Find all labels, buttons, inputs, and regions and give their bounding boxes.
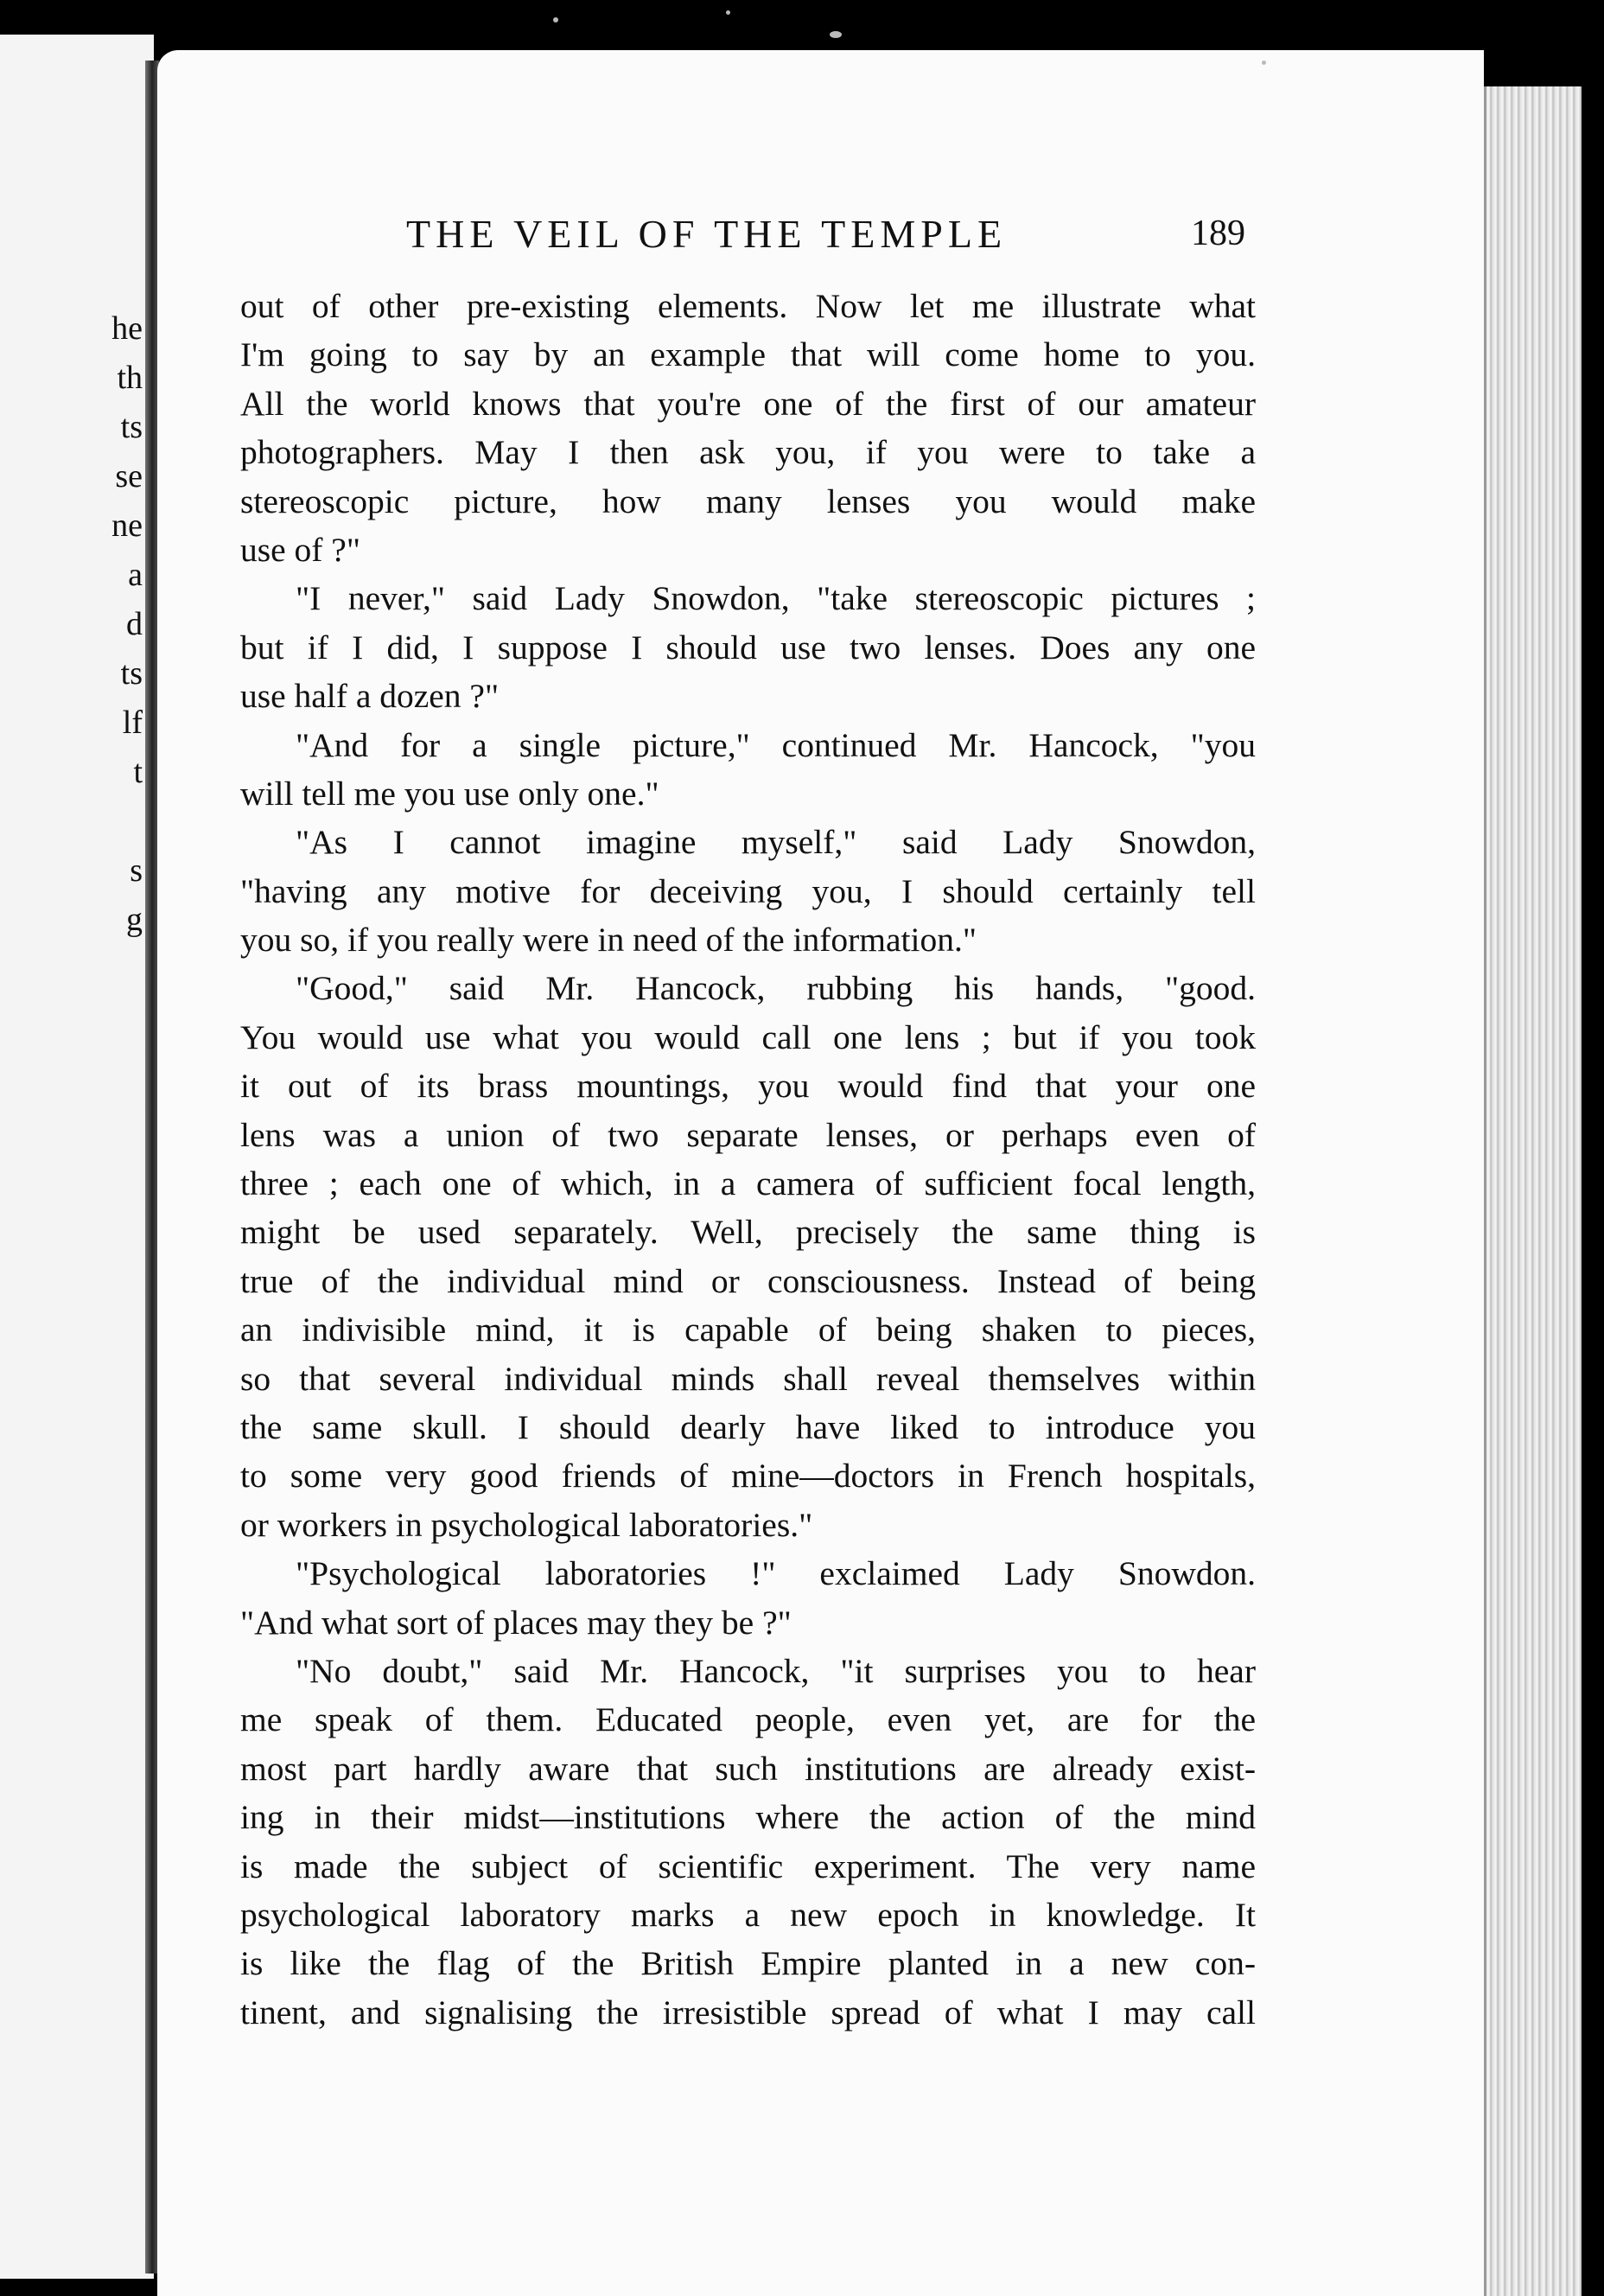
previous-page-fragment: th: [117, 360, 143, 396]
previous-page-fragment: g: [126, 902, 143, 938]
previous-page-edge: [0, 35, 154, 2279]
text-line: I'm going to say by an example that will come home to you.: [240, 335, 1256, 374]
previous-page-fragment: s: [130, 852, 143, 889]
dust-speck: [726, 10, 730, 15]
page-block-edges: [1484, 86, 1582, 2296]
previous-page-fragment: ne: [111, 507, 143, 544]
text-line: most part hardly aware that such institutions are already exist-: [240, 1749, 1256, 1788]
text-line: use of ?": [240, 530, 360, 569]
text-line: psychological laboratory marks a new epoch in knowledge. It: [240, 1895, 1256, 1934]
text-line: but if I did, I suppose I should use two lenses. Does any one: [240, 628, 1256, 666]
dust-speck: [830, 31, 842, 38]
previous-page-fragment: d: [126, 606, 143, 642]
text-line: or workers in psychological laboratories.": [240, 1505, 813, 1544]
previous-page-fragment: a: [128, 557, 143, 593]
previous-page-fragment: he: [111, 310, 143, 347]
text-line: the same skull. I should dearly have liked to introduce you: [240, 1407, 1256, 1446]
text-line: to some very good friends of mine—doctors in French hospitals,: [240, 1457, 1256, 1496]
text-line: "I never," said Lady Snowdon, "take stereoscopic pictures ;: [296, 579, 1256, 618]
text-line: stereoscopic picture, how many lenses you would make: [240, 482, 1256, 520]
previous-page-fragment: ts: [120, 655, 143, 692]
text-line: out of other pre-existing elements. Now let me illustrate what: [240, 287, 1256, 325]
text-line: You would use what you would call one lens ; but if you took: [240, 1017, 1256, 1056]
text-line: "No doubt," said Mr. Hancock, "it surprises you to hear: [296, 1651, 1256, 1690]
text-line: is like the flag of the British Empire planted in a new con-: [240, 1944, 1256, 1983]
previous-page-fragment: t: [133, 754, 143, 790]
text-line: three ; each one of which, in a camera of sufficient focal length,: [240, 1164, 1256, 1203]
body-text: [240, 282, 1256, 2037]
text-line: tinent, and signalising the irresistible spread of what I may call: [240, 1993, 1256, 2031]
text-line: will tell me you use only one.": [240, 774, 659, 813]
text-line: use half a dozen ?": [240, 677, 500, 716]
text-line: "And what sort of places may they be ?": [240, 1603, 792, 1642]
running-title: THE VEIL OF THE TEMPLE: [406, 212, 1008, 256]
page-number: 189: [1191, 214, 1245, 253]
previous-page-fragment: ts: [120, 409, 143, 445]
text-line: photographers. May I then ask you, if you were to take a: [240, 433, 1256, 472]
previous-page-fragment: [0, 797, 143, 846]
text-line: it out of its brass mountings, you would find that your one: [240, 1067, 1256, 1106]
text-line: true of the individual mind or consciousness. Instead of being: [240, 1261, 1256, 1300]
text-line: ing in their midst—institutions where the action of the mind: [240, 1798, 1256, 1837]
text-line: "And for a single picture," continued Mr. Hancock, "you: [296, 725, 1256, 764]
text-line: an indivisible mind, it is capable of being shaken to pieces,: [240, 1311, 1256, 1349]
previous-page-fragment: se: [115, 458, 143, 494]
text-line: "Psychological laboratories !" exclaimed Lady Snowdon.: [296, 1554, 1256, 1593]
previous-page-fragment: lf: [122, 705, 143, 741]
text-line: lens was a union of two separate lenses, or perhaps even of: [240, 1115, 1256, 1154]
text-line: so that several individual minds shall reveal themselves within: [240, 1359, 1256, 1398]
dust-speck: [1262, 61, 1266, 65]
text-line: "Good," said Mr. Hancock, rubbing his hands, "good.: [296, 969, 1256, 1008]
text-line: you so, if you really were in need of the information.": [240, 921, 977, 960]
dust-speck: [553, 17, 558, 22]
text-line: "having any motive for deceiving you, I should certainly tell: [240, 871, 1256, 910]
text-line: All the world knows that you're one of the first of our amateur: [240, 384, 1256, 423]
previous-page-text-fragments: [0, 304, 143, 945]
text-line: me speak of them. Educated people, even yet, are for the: [240, 1700, 1256, 1739]
text-line: is made the subject of scientific experiment. The very name: [240, 1846, 1256, 1885]
text-line: "As I cannot imagine myself," said Lady Snowdon,: [296, 823, 1256, 862]
text-line: might be used separately. Well, precisely the same thing is: [240, 1213, 1256, 1252]
